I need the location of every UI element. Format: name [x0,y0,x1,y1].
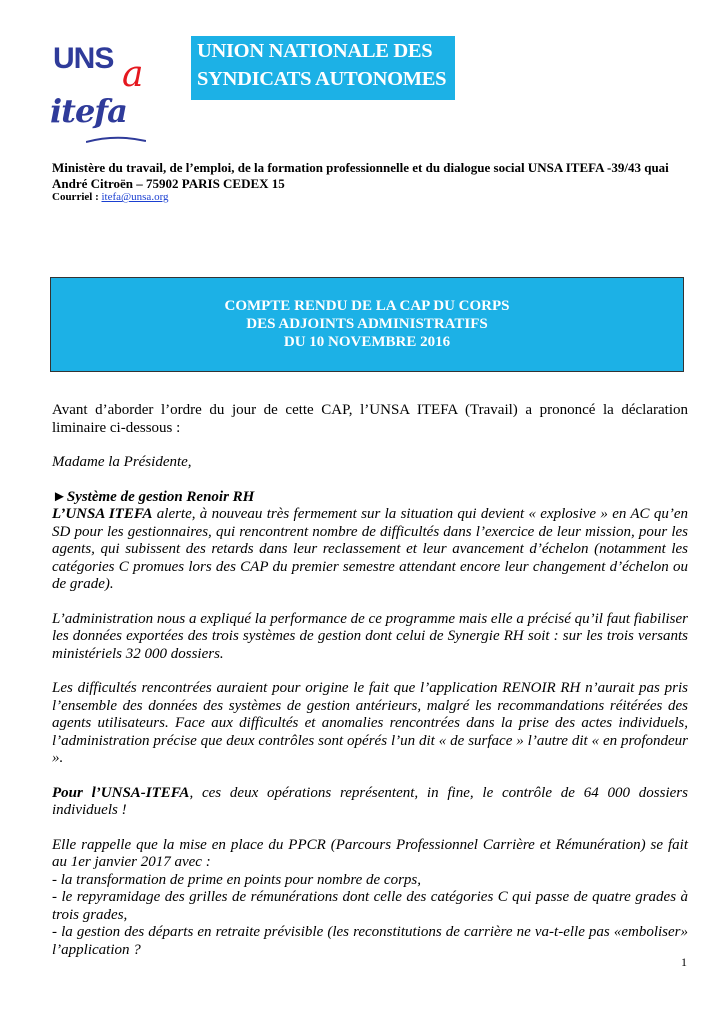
report-title-box [50,277,684,372]
paragraph-4 [52,785,688,820]
logo-letter-a: a [122,54,144,95]
address-line-1: Ministère du travail, de l’emploi, de la formation professionnelle et du dialogue social UNSA ITEFA -39/43 quai [52,160,669,175]
p1-bold: L’UNSA ITEFA [52,506,153,522]
union-title-banner [191,36,455,100]
unsa-itefa-logo [50,34,150,136]
courriel-label: Courriel : [52,191,102,203]
paragraph-1 [52,506,688,594]
p1-rest: alerte, à nouveau très fermement sur la situation qui devient « explosive » en AC qu’en SD pour les gestionnaires, qui rencontrent nombre de difficultés dans l’exercice de leur mission, pour les agents, qui subissent des retards dans leur reclassement et leur avancement d’échelon (notamment les catégories C promues lors des CAP du premier semestre attendant encore leur changement d’échelon ou de grade). [52,506,689,592]
p4-bold: Pour l’UNSA-ITEFA [52,784,190,801]
p4-rest: , ces deux opérations représentent, in fine, le contrôle de 64 000 dossiers individuels ! [52,784,688,818]
intro-paragraph: Avant d’aborder l’ordre du jour de cette CAP, l’UNSA ITEFA (Travail) a prononcé la déclaration liminaire ci-dessous : [52,402,688,436]
logo-swoosh-icon [86,136,146,144]
paragraph-3: Les difficultés rencontrées auraient pour origine le fait que l’application RENOIR RH n’aurait pas pris l’ensemble des données des systèmes de gestion antérieurs, malgré les recommandations réitérées des agents utilisateurs. Face aux difficultés et anomalies rencontrées dans la prise des actes individuels, l’administration précise que deux contrôles sont opérés l’un dit « de surface » l’autre dit « en profondeur ». [52,680,688,766]
logo-letters-unsa: UNS [53,42,114,75]
address-line-2: André Citroën – 75902 PARIS CEDEX 15 [52,176,285,191]
paragraph-2: L’administration nous a expliqué la performance de ce programme mais elle a précisé qu’il faut fiabiliser les données exportées des trois systèmes de gestion dont celui de Synergie RH soit : sur les trois versants ministériels 32 000 dossiers. [52,610,688,662]
email-link[interactable]: itefa@unsa.org [101,191,169,203]
courriel-line [52,191,169,203]
section-title: ►Système de gestion Renoir RH [52,488,255,505]
report-title-line-3: DU 10 NOVEMBRE 2016 [283,334,451,350]
report-title-line-1: COMPTE RENDU DE LA CAP DU CORPS [224,298,510,314]
logo-letters-itefa: itefa [50,92,127,130]
paragraph-5: Elle rappelle que la mise en place du PPCR (Parcours Professionnel Carrière et Rémunération) se fait au 1er janvier 2017 avec : [52,836,688,870]
document-body [52,402,688,959]
bullet-item: - la gestion des départs en retraite prévisible (les reconstitutions de carrière ne va-t-elle pas «emboliser» l’application ? [52,924,688,958]
bullet-item: - le repyramidage des grilles de rémunérations dont celle des catégories C qui passe de quatre grades à trois grades, [52,889,688,923]
banner-line-1: UNION NATIONALE DES [197,40,433,62]
banner-line-2: SYNDICATS AUTONOMES [197,68,447,90]
salutation: Madame la Présidente, [52,454,192,470]
page-number: 1 [681,955,687,969]
bullet-item: - la transformation de prime en points pour nombre de corps, [52,871,422,888]
report-title-line-2: DES ADJOINTS ADMINISTRATIFS [246,316,488,332]
ministry-address [52,160,702,192]
